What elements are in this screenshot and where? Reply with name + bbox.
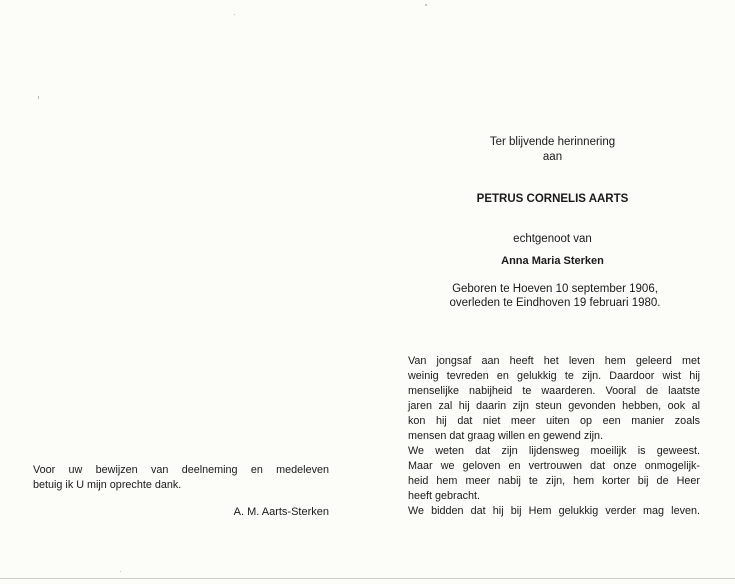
birth-line: Geboren te Hoeven 10 september 1906, [452,283,658,295]
death-line: overleden te Eindhoven 19 februari 1980. [449,297,661,309]
memorial-text-line: mensen dat graag willen en gewend zijn. [408,430,604,442]
life-dates [410,282,700,310]
memorial-text [408,354,700,519]
spouse-name: Anna Maria Sterken [501,255,604,267]
spouse-label: echtgenoot van [513,233,592,245]
deceased-name: PETRUS CORNELIS AARTS [476,193,629,205]
intro-line-2: aan [542,151,563,163]
thanks-line-1: Voor uw bewijzen van deelneming en medeleven [33,464,329,476]
memorial-text-line: Van jongsaf aan heeft het leven hem geleerd met [408,355,700,367]
thanks-line-2: betuig ik U mijn oprechte dank. [33,479,182,491]
bottom-edge-divider [0,578,735,579]
memorial-text-line: We weten dat zijn lijdensweg moeilijk is geweest. [408,445,700,457]
paper-speck [425,4,427,6]
memorial-text-line: heeft gebracht. [408,490,481,502]
memorial-text-line: heid hem meer nabij te zijn, hem korter bij de Heer [408,475,700,487]
signature: A. M. Aarts-Sterken [233,506,329,518]
paper-speck [120,571,121,572]
memorial-text-line: menselijke nabijheid te waarderen. Vooral de laatste [408,385,700,397]
paper-speck [234,14,235,15]
memorial-text-line: weinig tevreden en gelukkig te zijn. Daardoor wist hij [408,370,700,382]
intro-line-1: Ter blijvende herinnering [489,136,616,148]
memorial-text-line: Maar we geloven en vertrouwen dat onze onmogelijk- [408,460,700,472]
memorial-text-line: jaren zal hij daarin zijn steun gevonden hebben, ook al [408,400,700,412]
memorial-text-line: kon hij dat niet meer uiten op een manier zoals [408,415,700,427]
paper-speck [38,96,39,99]
thanks-text [33,463,329,493]
memorial-text-line: We bidden dat hij bij Hem gelukkig verder mag leven. [408,505,700,517]
intro-text [430,135,675,165]
